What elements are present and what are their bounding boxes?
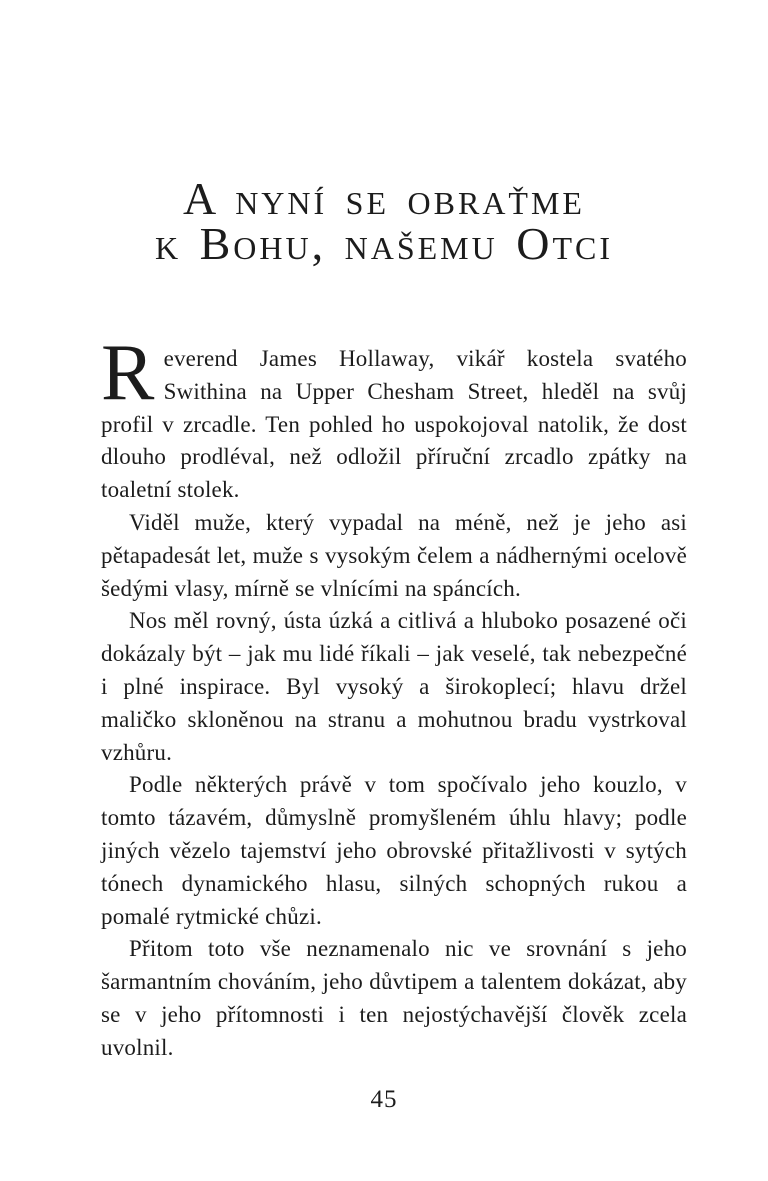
paragraph-2: Viděl muže, který vypadal na méně, než je jeho asi pětapadesát let, muže s vysokým čelem a nádhernými ocelově šedými vlasy, mírně se vlnícími na spáncích. bbox=[101, 509, 687, 601]
paragraph-5: Přitom toto vše neznamenalo nic ve srovnání s jeho šarmantním chováním, jeho důvtipem a talentem dokázat, aby se v jeho přítomnosti i ten nejostýchavější člověk zcela uvolnil. bbox=[101, 936, 687, 1060]
paragraph-1-text: everend James Hollaway, vikář kostela svatého Swithina na Upper Chesham Street, hleděl na svůj profil v zrcadle. Ten pohled ho uspokojoval natolik, že dost dlouho prodléval, než odložil příruční zrcadlo zpátky na toaletní stolek. bbox=[101, 346, 687, 503]
chapter-body bbox=[101, 329, 687, 1065]
paragraph-3: Nos měl rovný, ústa úzká a citlivá a hluboko posazené oči dokázaly být – jak mu lidé říkali – jak veselé, tak nebezpečné i plné inspirace. Byl vysoký a širokoplecí; hlavu držel maličko skloněnou na stranu a mohutnou bradu vystrkoval vzhůru. bbox=[101, 608, 687, 765]
drop-cap: R bbox=[101, 329, 155, 417]
page-number: 45 bbox=[370, 1086, 398, 1113]
chapter-title-line-2: k Bohu, našemu Otci bbox=[154, 218, 613, 269]
paragraph-4: Podle některých právě v tom spočívalo jeho kouzlo, v tomto tázavém, důmyslně promyšleném úhlu hlavy; podle jiných vězelo tajemství jeho obrovské přitažlivosti v sytých tónech dynamického hlasu, silných schopných rukou a pomalé rytmické chůzi. bbox=[101, 772, 687, 929]
paragraph-1 bbox=[101, 329, 687, 507]
chapter-title bbox=[0, 173, 768, 269]
chapter-title-line-1: A nyní se obraťme bbox=[183, 173, 585, 224]
